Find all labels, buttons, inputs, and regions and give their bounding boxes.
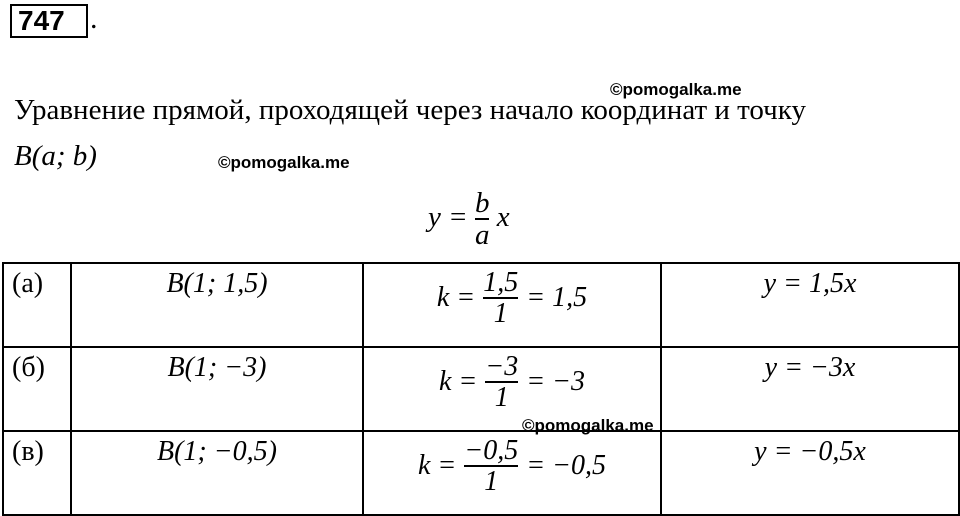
k-numerator: 1,5 (483, 267, 519, 298)
k-fraction (464, 436, 518, 497)
formula-lhs: y = (428, 201, 468, 234)
table-row (3, 263, 959, 347)
k-lhs: k = (436, 282, 476, 314)
row-result: y = −3x (661, 347, 959, 431)
k-denominator: 1 (484, 466, 499, 498)
k-rhs: = 1,5 (526, 282, 588, 314)
row-label: (в) (3, 431, 71, 515)
table-row (3, 347, 959, 431)
intro-line-2: B(a; b) (14, 140, 97, 172)
problem-number: 747 (10, 4, 88, 38)
k-lhs: k = (438, 366, 478, 398)
k-denominator: 1 (493, 298, 508, 330)
k-fraction (483, 268, 518, 329)
row-label: (б) (3, 347, 71, 431)
table-row (3, 431, 959, 515)
row-point: B(1; 1,5) (71, 263, 363, 347)
row-label: (а) (3, 263, 71, 347)
main-formula (428, 188, 510, 251)
watermark-middle: ©pomogalka.me (218, 153, 350, 172)
k-lhs: k = (417, 450, 457, 482)
row-calculation (363, 431, 661, 515)
formula-numerator: b (474, 187, 490, 219)
k-fraction (485, 352, 518, 413)
intro-line-1: Уравнение прямой, проходящей через начало координат и точку (14, 94, 806, 126)
watermark-top: ©pomogalka.me (610, 80, 742, 99)
solution-table (2, 262, 960, 516)
problem-number-dot: . (90, 2, 98, 35)
k-denominator: 1 (494, 382, 509, 414)
k-rhs: = −3 (526, 366, 586, 398)
row-point: B(1; −0,5) (71, 431, 363, 515)
row-calculation (363, 263, 661, 347)
formula-rhs: x (496, 201, 510, 234)
row-result: y = 1,5x (661, 263, 959, 347)
row-result: y = −0,5x (661, 431, 959, 515)
k-rhs: = −0,5 (526, 450, 607, 482)
k-numerator: −0,5 (464, 435, 519, 466)
formula-fraction (475, 188, 490, 251)
formula-denominator: a (474, 219, 490, 252)
watermark-table: ©pomogalka.me (522, 416, 654, 435)
row-point: B(1; −3) (71, 347, 363, 431)
k-numerator: −3 (485, 351, 519, 382)
